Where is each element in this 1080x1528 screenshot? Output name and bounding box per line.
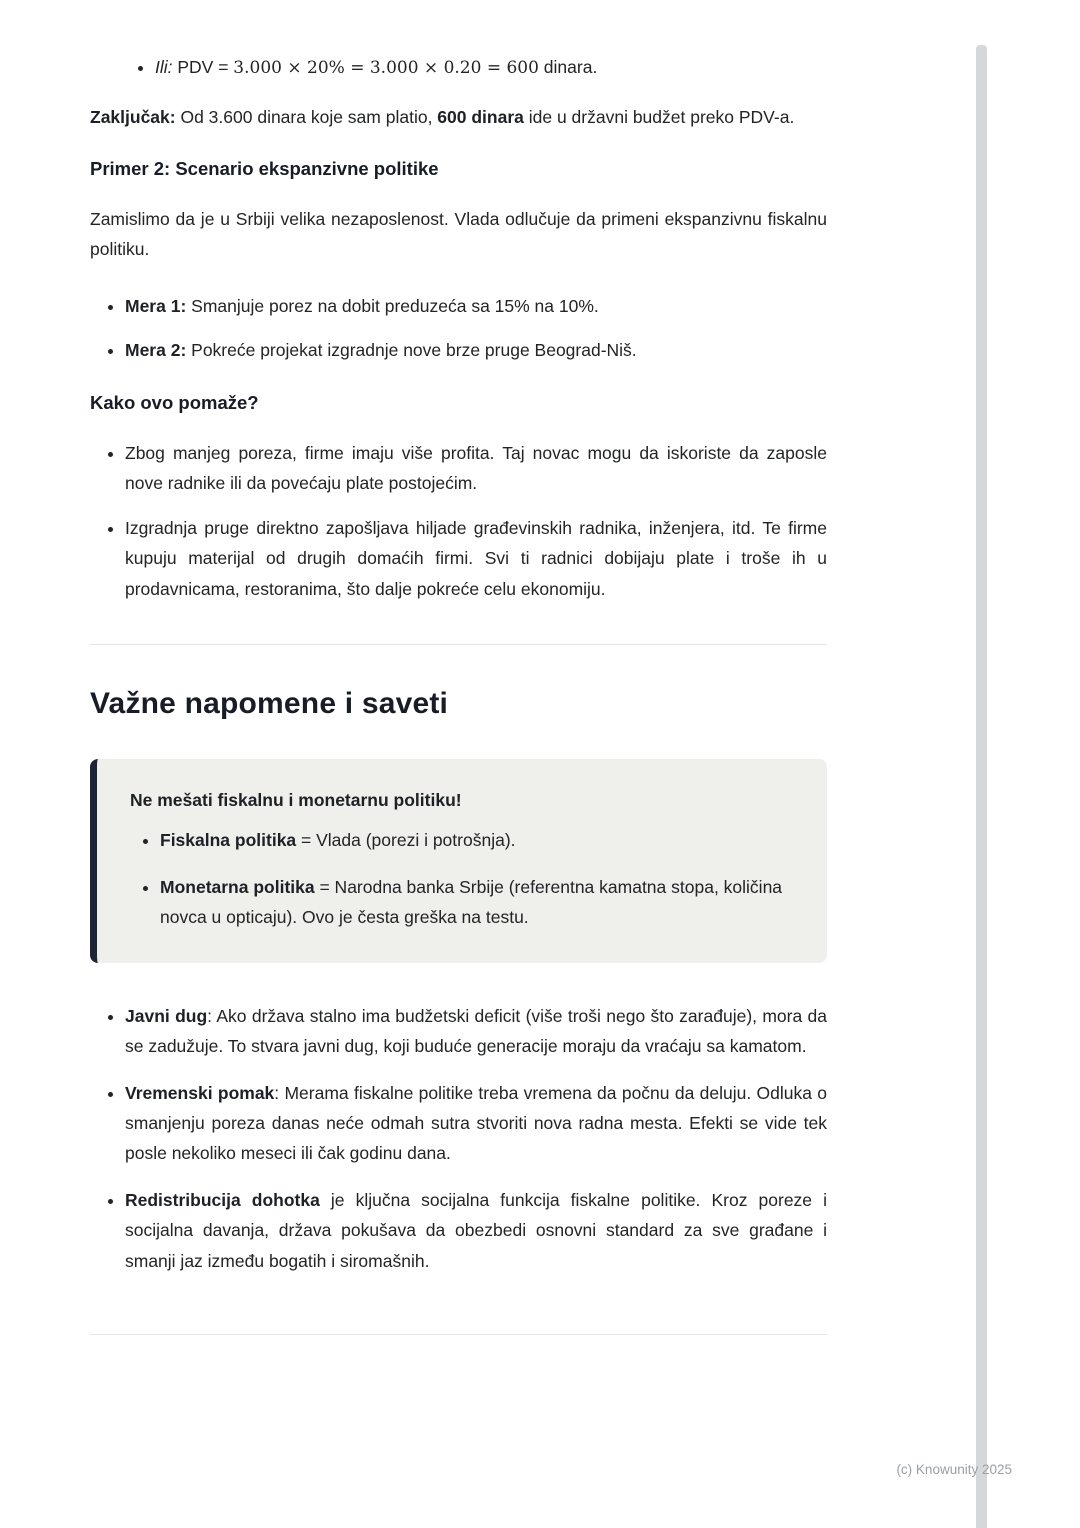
redistribucija-text: je ključna socijalna funkcija fiskalne politike. Kroz poreze i socijalna davanja, država pokušava da obezbedi osnovni standard za sve građane i smanji jaz između bogatih i siromašnih. bbox=[125, 1189, 827, 1271]
formula-pre-text: PDV = bbox=[172, 57, 234, 77]
callout-title bbox=[130, 785, 797, 815]
callout-list-item bbox=[160, 825, 797, 855]
callout-warning-box bbox=[90, 759, 827, 963]
heading-vazne-napomene: Važne napomene i saveti bbox=[90, 686, 449, 720]
zakljucak-text-1: Od 3.600 dinara koje sam platio, bbox=[175, 106, 438, 127]
formula-math-text: 3.000 × 20% = 3.000 × 0.20 = 600 bbox=[233, 58, 539, 78]
zakljucak-amount: 600 dinara bbox=[437, 106, 524, 127]
javni-dug-term: Javni dug bbox=[125, 1005, 208, 1026]
kako-list-item: • Zbog manjeg poreza, firme imaju više profita. Taj novac mogu da iskoriste da zaposle nove radnike ili da povećaju plate postojećim. bbox=[125, 438, 827, 499]
mere-list-item bbox=[125, 291, 827, 321]
heading-primer2: Primer 2: Scenario ekspanzivne politike bbox=[90, 158, 439, 180]
kako-list bbox=[90, 438, 827, 604]
heading-kako: Kako ovo pomaže? bbox=[90, 391, 259, 413]
mera1-term: Mera 1: bbox=[125, 295, 187, 316]
monetarna-text: = Narodna banka Srbije (referentna kamatna stopa, količina novca u opticaju). Ovo je česta greška na testu. bbox=[160, 876, 783, 928]
mera2-text: Pokreće projekat izgradnje nove brze pruge Beograd-Niš. bbox=[186, 340, 637, 361]
vremenski-pomak-term: Vremenski pomak bbox=[125, 1082, 275, 1103]
callout-title-text: Ne mešati fiskalnu i monetarnu politiku! bbox=[130, 789, 462, 810]
vremenski-pomak-text: : Merama fiskalne politike treba vremena da počnu da deluju. Odluka o smanjenju poreza danas neće odmah sutra stvoriti nova radna mesta. Efekti se vide tek posle nekoliko meseci ili čak godinu dana. bbox=[125, 1082, 828, 1164]
monetarna-term: Monetarna politika bbox=[160, 876, 315, 897]
mera2-term: Mera 2: bbox=[125, 340, 187, 361]
fiskalna-text: = Vlada (porezi i potrošnja). bbox=[296, 830, 516, 851]
formula-list bbox=[90, 52, 827, 84]
notes-list-item bbox=[125, 1001, 827, 1062]
scrollbar[interactable] bbox=[976, 45, 987, 1528]
section-divider bbox=[90, 644, 827, 645]
formula-list-item bbox=[155, 52, 827, 84]
document-page bbox=[90, 52, 827, 1335]
callout-list-item bbox=[160, 872, 797, 933]
callout-list bbox=[130, 825, 797, 932]
copyright-watermark: (c) Knowunity 2025 bbox=[896, 1462, 1012, 1477]
mera1-text: Smanjuje porez na dobit preduzeća sa 15% na 10%. bbox=[186, 295, 599, 316]
formula-lead-italic: Ili: bbox=[155, 57, 173, 77]
mere-list-item bbox=[125, 335, 827, 365]
javni-dug-text: : Ako država stalno ima budžetski deficit (više troši nego što zarađuje), mora da se zadužuje. To stvara javni dug, koji buduće generacije moraju da vraćaju sa kamatom. bbox=[125, 1005, 828, 1057]
section-divider bbox=[90, 1334, 827, 1335]
zakljucak-text-2: ide u državni budžet preko PDV-a. bbox=[523, 106, 795, 127]
notes-list-item bbox=[125, 1078, 827, 1169]
redistribucija-term: Redistribucija dohotka bbox=[125, 1189, 320, 1210]
kako-list-item: • Izgradnja pruge direktno zapošljava hiljade građevinskih radnika, inženjera, itd. Te firme kupuju materijal od drugih domaćih firmi. Svi ti radnici dobijaju plate i troše ih u prodavnicama, restoranima, što dalje pokreće celu ekonomiju. bbox=[125, 513, 827, 604]
paragraph-zakljucak bbox=[90, 102, 827, 132]
fiskalna-term: Fiskalna politika bbox=[160, 830, 297, 851]
zakljucak-term: Zaključak: bbox=[90, 106, 176, 127]
formula-post-text: dinara. bbox=[538, 57, 598, 77]
paragraph-zamislimo: Zamislimo da je u Srbiji velika nezaposlenost. Vlada odlučuje da primeni ekspanzivnu fiskalnu politiku. bbox=[90, 209, 827, 260]
mere-list bbox=[90, 291, 827, 366]
notes-list-item bbox=[125, 1185, 827, 1276]
notes-list bbox=[90, 1001, 827, 1277]
